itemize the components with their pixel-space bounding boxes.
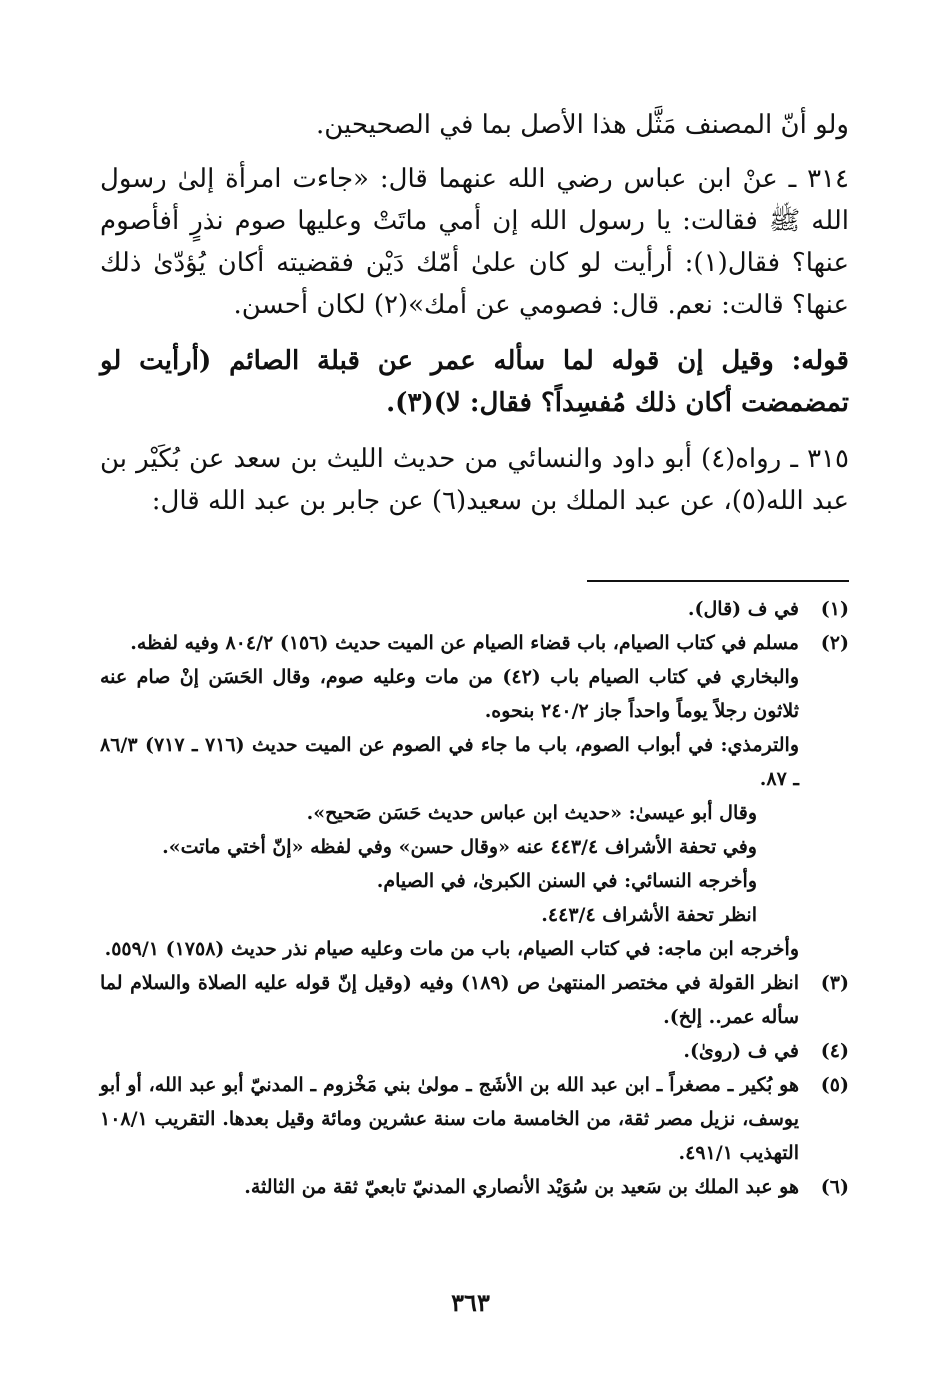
footnote-divider: [587, 580, 849, 582]
footnote-line: وقال أبو عيسىٰ: «حديث ابن عباس حديث حَسَن صَحيح».: [306, 802, 757, 824]
paragraph-hadith-315: ٣١٥ ـ رواه(٤) أبو داود والنسائي من حديث الليث بن سعد عن بُكَيْر بن عبد الله(٥)، عن عبد الملك بن سعيد(٦) عن جابر بن عبد الله قال:: [100, 444, 849, 516]
footnote-number: (٦): [820, 1176, 849, 1198]
footnote-line: هو بُكير ـ مصغراً ـ ابن عبد الله بن الأشَج ـ مولىٰ بني مَخْزوم ـ المدنيّ أبو عبد الله، أو أبو يوسف، نزيل مصر ثقة، من الخامسة مات سنة عشرين ومائة وقيل بعدها. التقريب ١٠٨/١ التهذيب ٤٩١/١.: [100, 1074, 799, 1164]
footnote-line: والبخاري في كتاب الصيام باب (٤٢) من مات وعليه صوم، وقال الحَسَن إنْ صام عنه ثلاثون رجلاً يوماً واحداً جاز ٢٤٠/٢ بنحوه.: [100, 666, 800, 722]
footnote-6: [100, 1170, 849, 1204]
paragraph-hadith-314: ٣١٤ ـ عنْ ابن عباس رضي الله عنهما قال: «جاءت امرأة إلىٰ رسول الله ﷺ فقالت: يا رسول الله إن أمي ماتَتْ وعليها صوم نذرٍ أفأصوم عنها؟ فقال(١): أرأيت لو كان علىٰ أمّك دَيْن فقضيته أكان يُؤدّىٰ ذلك عنها؟ قالت: نعم. قال: فصومي عن أمك»(٢) لكان أحسن.: [100, 164, 849, 320]
footnote-number: (٥): [820, 1074, 849, 1096]
footnote-number: (١): [820, 598, 849, 620]
footnote-line: انظر القولة في مختصر المنتهىٰ ص (١٨٩) وفيه (وقيل إنّ قوله عليه الصلاة والسلام لما سأله عمر.. إلخ).: [100, 972, 799, 1028]
footnote-line: مسلم في كتاب الصيام، باب قضاء الصيام عن الميت حديث (١٥٦) ٨٠٤/٢ وفيه لفظه.: [130, 632, 799, 654]
footnote-body: [100, 626, 799, 966]
footnote-line: والترمذي: في أبواب الصوم، باب ما جاء في الصوم عن الميت حديث (٧١٦ ـ ٧١٧) ٨٦/٣ ـ ٨٧.: [100, 734, 800, 790]
footnote-4: [100, 1034, 849, 1068]
page-number: ٣٦٣: [451, 1288, 490, 1317]
paragraph-quote: قوله: وقيل إن قوله لما سأله عمر عن قبلة الصائم (أرأيت لو تمضمضت أكان ذلك مُفسِداً؟ فقال: لا)(٣).: [100, 346, 849, 418]
paragraph-intro: ولو أنّ المصنف مَثَّل هذا الأصل بما في الصحيحين.: [316, 110, 849, 140]
footnote-number: (٣): [820, 972, 849, 994]
footnote-line: في ف (روىٰ).: [683, 1040, 799, 1062]
footnote-body: [100, 592, 799, 626]
footnote-body: [100, 1068, 799, 1170]
footnote-line: وأخرجه ابن ماجه: في كتاب الصيام، باب من مات وعليه صيام نذر حديث (١٧٥٨) ٥٥٩/١.: [104, 938, 799, 960]
footnote-number: (٤): [820, 1040, 849, 1062]
footnote-body: [100, 1170, 799, 1204]
footnotes: [100, 592, 849, 1204]
footnote-line: هو عبد الملك بن سَعيد بن سُوَيْد الأنصاري المدنيّ تابعيّ ثقة من الثالثة.: [244, 1176, 799, 1198]
footnote-body: [100, 966, 799, 1034]
footnote-2: [100, 626, 849, 966]
main-text: [100, 104, 849, 522]
footnote-line: انظر تحفة الأشراف ٤٤٣/٤.: [541, 904, 757, 926]
footnote-line: وفي تحفة الأشراف ٤٤٣/٤ عنه «وقال حسن» وفي لفظه «إنّ أختي ماتت».: [162, 836, 757, 858]
footnote-line: وأخرجه النسائي: في السنن الكبرىٰ، في الصيام.: [376, 870, 757, 892]
footnote-1: [100, 592, 849, 626]
footnote-5: [100, 1068, 849, 1170]
footnote-3: [100, 966, 849, 1034]
footnote-body: [100, 1034, 799, 1068]
footnote-line: في ف (قال).: [687, 598, 799, 620]
footnote-number: (٢): [820, 632, 849, 654]
